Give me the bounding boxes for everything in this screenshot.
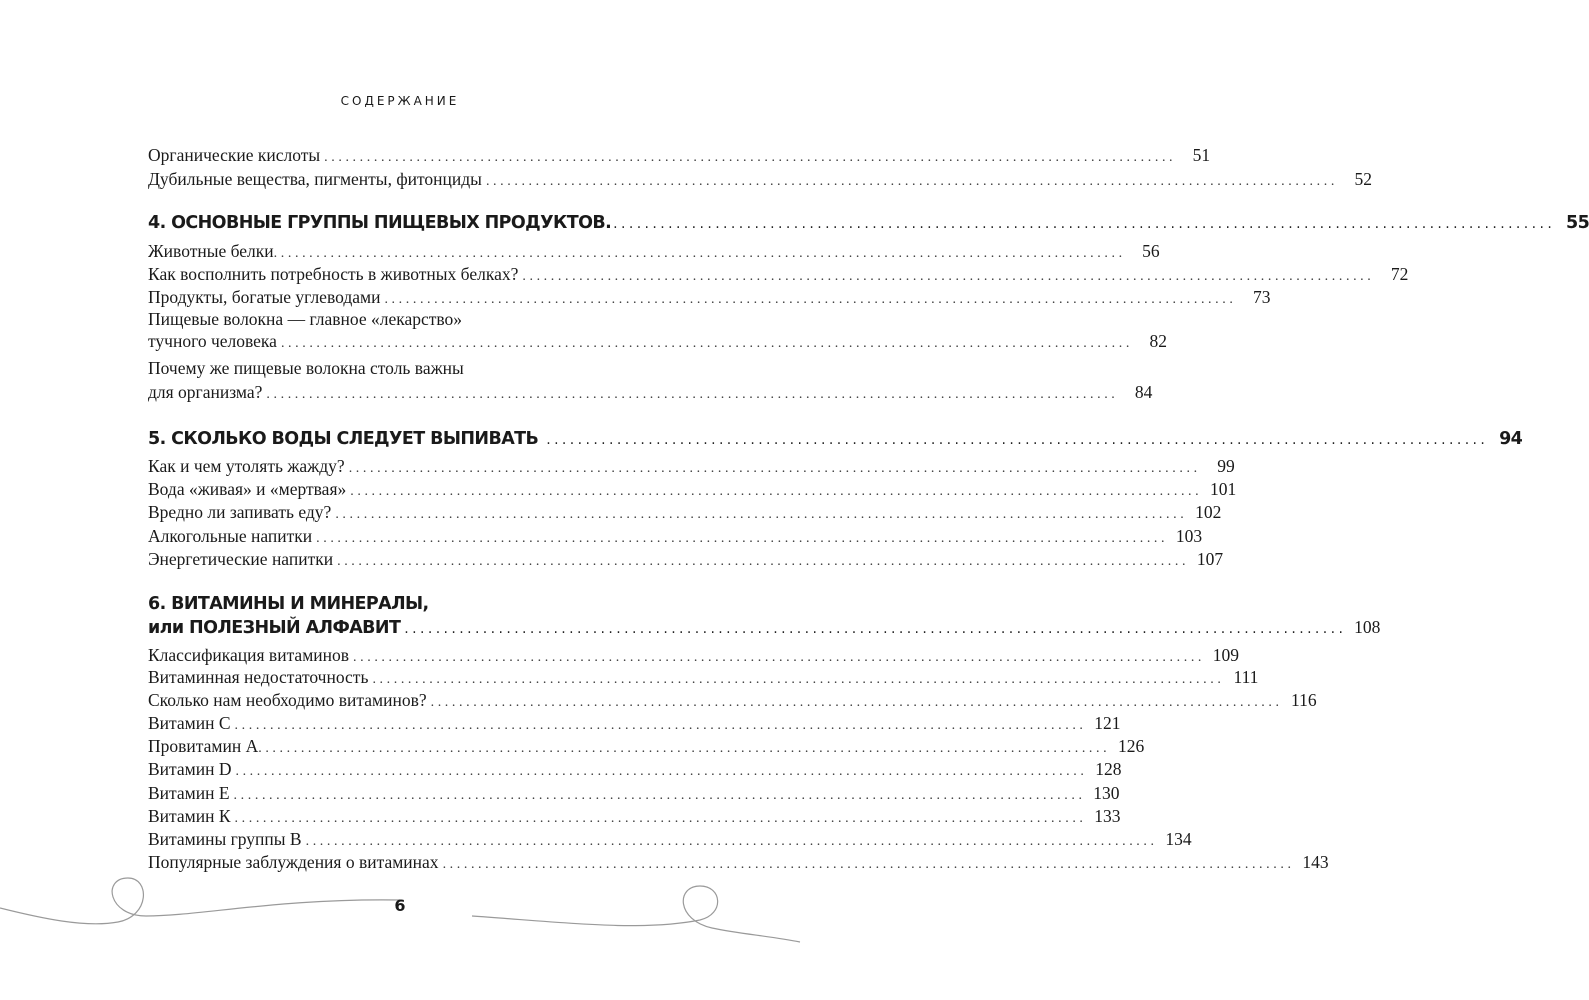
toc-entry-page: 126 xyxy=(1117,736,1145,756)
toc-entry-page: 84 xyxy=(1134,382,1153,402)
toc-entry-page: 82 xyxy=(1149,331,1167,351)
toc-entry xyxy=(148,711,1121,735)
dot-leader: ........................................................................................................................ xyxy=(348,461,1201,476)
toc-entry-line: Пищевые волокна — главное «лекарство» xyxy=(148,309,463,329)
toc-entry-page: 111 xyxy=(1233,667,1259,687)
dot-leader: ........................................................................................................................ xyxy=(258,741,1111,756)
toc-entry-page: 133 xyxy=(1094,806,1121,826)
toc-entry-title: Дубильные вещества, пигменты, фитонциды xyxy=(148,169,482,189)
toc-entry-page: 99 xyxy=(1217,456,1235,476)
dot-leader: ........................................................................................................................ xyxy=(546,432,1489,448)
dot-leader: ........................................................................................................................ xyxy=(337,554,1190,569)
toc-entry-title: Провитамин А xyxy=(148,736,259,756)
dot-leader: ........................................................................................................................ xyxy=(442,857,1295,872)
toc-entry xyxy=(148,547,1224,571)
dot-leader: ........................................................................................................................ xyxy=(350,484,1203,499)
toc-entry-line: Почему же пищевые волокна столь важны xyxy=(148,358,464,378)
toc-entry xyxy=(148,477,1237,501)
toc-entry xyxy=(148,524,1203,548)
toc-entry-title: Продукты, богатые углеводами xyxy=(148,287,381,307)
toc-entry-title: Животные белки xyxy=(148,241,274,261)
dot-leader: ........................................................................................................................ xyxy=(372,672,1225,687)
toc-entry xyxy=(148,285,1271,309)
toc-entry xyxy=(148,329,1167,353)
toc-entry-title: Витамин К xyxy=(148,806,231,826)
toc-entry xyxy=(148,781,1120,805)
dot-leader: ........................................................................................................................ xyxy=(234,718,1087,733)
toc-entry-title: Органические кислоты xyxy=(148,145,321,165)
toc-entry-page: 73 xyxy=(1252,287,1271,307)
toc-entry-page: 134 xyxy=(1165,829,1192,849)
toc-entry-title: для организма? xyxy=(148,382,263,402)
toc-entry-page: 51 xyxy=(1192,145,1211,165)
toc-chapter xyxy=(148,211,1589,235)
dot-leader: ........................................................................................................................ xyxy=(235,764,1088,779)
toc-entry-page: 107 xyxy=(1196,549,1224,569)
toc-entry xyxy=(148,688,1317,712)
toc-entry xyxy=(148,143,1211,167)
toc-entry-title: Как восполнить потребность в животных белках? xyxy=(148,264,519,284)
toc-entry xyxy=(148,239,1160,263)
toc-entry-page: 143 xyxy=(1302,852,1329,872)
dot-leader: ........................................................................................................................ xyxy=(522,269,1375,284)
toc-entry-title: тучного человека xyxy=(148,331,277,351)
toc-entry-page: 116 xyxy=(1291,690,1317,710)
toc-entry-title: Алкогольные напитки xyxy=(148,526,313,546)
toc-entry-title: Витамины группы В xyxy=(148,829,302,849)
toc-entry-title: Вредно ли запивать еду? xyxy=(148,502,332,522)
dot-leader: ........................................................................................................................ xyxy=(234,811,1087,826)
toc-entry xyxy=(148,643,1240,667)
page-heading: СОДЕРЖАНИЕ xyxy=(340,94,460,108)
toc-entry xyxy=(148,804,1121,828)
toc-entry xyxy=(148,665,1259,689)
toc-entry-page: 128 xyxy=(1095,759,1122,779)
toc-entry-title: Витаминная недостаточность xyxy=(148,667,369,687)
toc-entry-page: 72 xyxy=(1390,264,1409,284)
dot-leader: ........................................................................................................................ xyxy=(430,695,1283,710)
toc-entry-page: 102 xyxy=(1195,502,1222,522)
toc-entry-title: Вода «живая» и «мертвая» xyxy=(148,479,347,499)
toc-entry xyxy=(148,734,1145,758)
toc-entry-title: Энергетические напитки xyxy=(148,549,334,569)
dot-leader: ........................................................................................................................ xyxy=(404,621,1347,637)
toc-entry xyxy=(148,827,1192,851)
toc-entry xyxy=(148,757,1122,781)
toc-entry-page: 121 xyxy=(1094,713,1121,733)
dot-leader: ........................................................................................................................ xyxy=(485,174,1338,189)
toc-entry-title: Витамин D xyxy=(148,759,232,779)
toc-entry-page: 130 xyxy=(1093,783,1120,803)
dot-leader: ........................................................................................................................ xyxy=(266,387,1119,402)
dot-leader: ........................................................................................................................ xyxy=(280,336,1133,351)
toc-entry-page: 52 xyxy=(1354,169,1372,189)
toc-entry-page: 109 xyxy=(1212,645,1240,665)
toc-entry-page: 101 xyxy=(1210,479,1237,499)
toc-chapter-page: 55 xyxy=(1566,213,1589,233)
dot-leader: ........................................................................................................................ xyxy=(384,292,1237,307)
swirl-ornament-icon xyxy=(0,860,800,1000)
dot-leader: ........................................................................................................................ xyxy=(316,531,1169,546)
toc-chapter-title: 4. ОСНОВНЫЕ ГРУППЫ ПИЩЕВЫХ ПРОДУКТОВ. xyxy=(148,213,612,233)
toc-entry-title: Классификация витаминов xyxy=(148,645,350,665)
toc-entry-page: 56 xyxy=(1142,241,1160,261)
toc-chapter-line: 6. ВИТАМИНЫ И МИНЕРАЛЫ, xyxy=(148,594,429,614)
toc-chapter-page: 108 xyxy=(1354,617,1381,637)
toc-entry xyxy=(148,167,1372,191)
toc-entry-title: Витамин С xyxy=(148,713,231,733)
toc-entry-title: Сколько нам необходимо витаминов? xyxy=(148,690,427,710)
dot-leader: ........................................................................................................................ xyxy=(273,246,1126,261)
toc-chapter-title: 5. СКОЛЬКО ВОДЫ СЛЕДУЕТ ВЫПИВАТЬ xyxy=(148,429,539,449)
toc-entry xyxy=(148,454,1235,478)
dot-leader: ........................................................................................................................ xyxy=(613,216,1556,232)
toc-entry-title: Витамин Е xyxy=(148,783,230,803)
dot-leader: ........................................................................................................................ xyxy=(353,650,1206,665)
toc-chapter-title: или ПОЛЕЗНЫЙ АЛФАВИТ xyxy=(148,618,401,638)
dot-leader: ........................................................................................................................ xyxy=(233,788,1086,803)
toc-chapter-page: 94 xyxy=(1499,429,1523,449)
dot-leader: ........................................................................................................................ xyxy=(305,834,1158,849)
toc-chapter xyxy=(148,615,1381,639)
toc-entry-title: Популярные заблуждения о витаминах xyxy=(148,852,439,872)
dot-leader: ........................................................................................................................ xyxy=(335,507,1188,522)
toc-chapter xyxy=(148,427,1523,451)
toc-entry xyxy=(148,500,1222,524)
toc-entry xyxy=(148,380,1153,404)
toc-entry-title: Как и чем утолять жажду? xyxy=(148,456,345,476)
toc-entry xyxy=(148,262,1409,286)
dot-leader: ........................................................................................................................ xyxy=(324,150,1177,165)
toc-entry-page: 103 xyxy=(1175,526,1203,546)
page-number: 6 xyxy=(394,896,406,915)
